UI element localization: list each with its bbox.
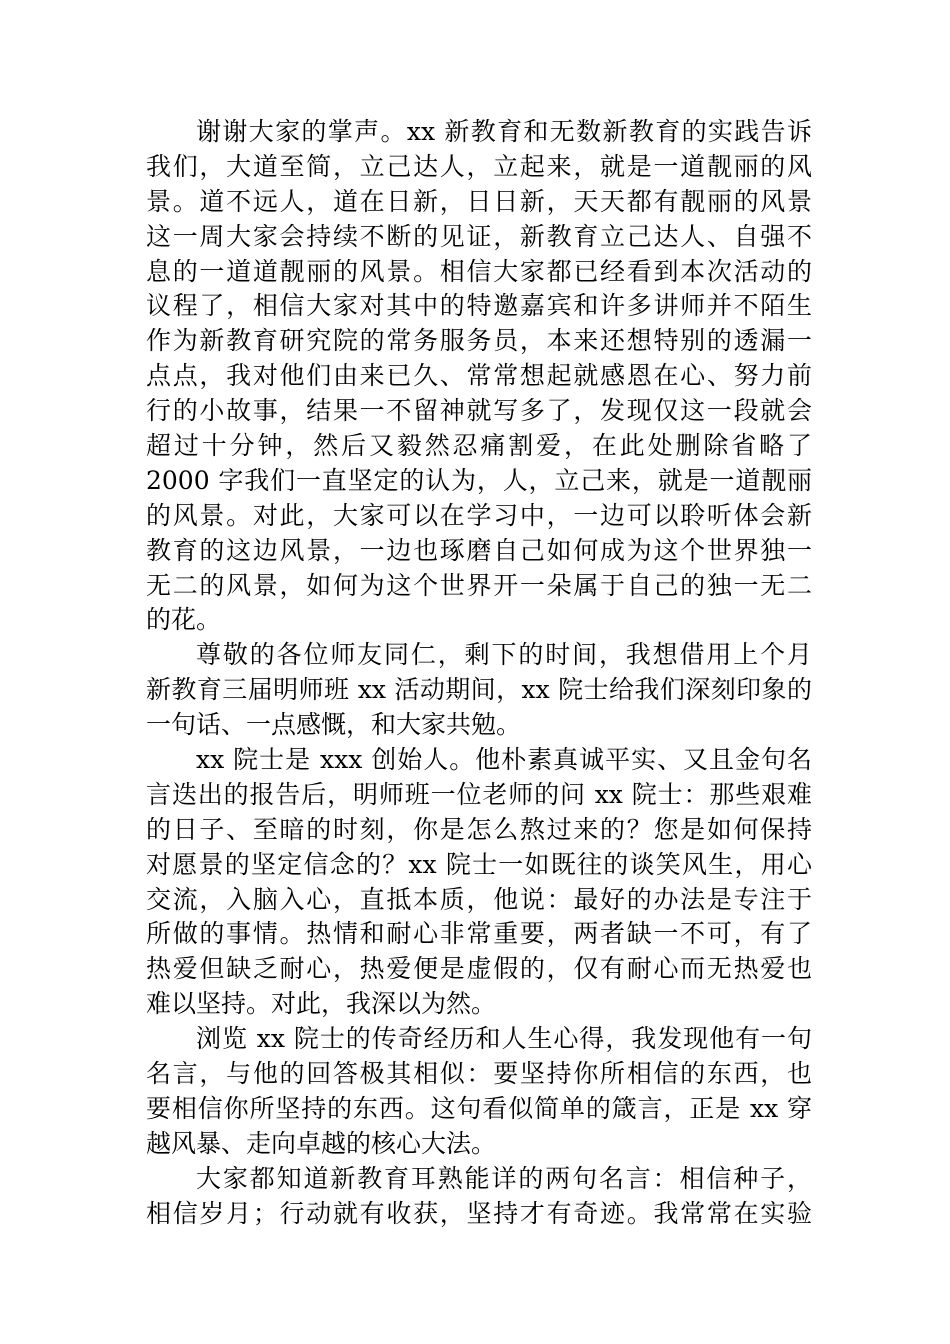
text-line: 浏览 xx 院士的传奇经历和人生心得，我发现他有一句 xyxy=(196,1024,812,1054)
text-line: 尊敬的各位师友同仁，剩下的时间，我想借用上个月 xyxy=(196,640,812,670)
text-line: 谢谢大家的掌声。xx 新教育和无数新教育的实践告诉 xyxy=(196,117,812,146)
text-line: xx 院士是 xxx 创始人。他朴素真诚平实、又且金句名 xyxy=(196,745,812,775)
text-line: 的风景。对此，大家可以在学习中，一边可以聆听体会新 xyxy=(146,500,812,530)
text-line: 相信岁月；行动就有收获，坚持才有奇迹。我常常在实验 xyxy=(146,1198,812,1228)
text-line: 这一周大家会持续不断的见证，新教育立己达人、自强不 xyxy=(146,221,812,251)
text-line: 无二的风景，如何为这个世界开一朵属于自己的独一无二 xyxy=(146,570,812,600)
paragraph-academician xyxy=(146,743,812,1022)
text-line: 息的一道道靓丽的风景。相信大家都已经看到本次活动的 xyxy=(146,256,812,286)
paragraph-motto xyxy=(146,1022,812,1162)
text-line: 新教育三届明师班 xx 活动期间，xx 院士给我们深刻印象的 xyxy=(146,675,812,705)
text-line: 景。道不远人，道在日新，日日新，天天都有靓丽的风景 xyxy=(146,186,812,216)
text-line: 作为新教育研究院的常务服务员，本来还想特别的透漏一 xyxy=(146,326,812,356)
text-line: 的花。 xyxy=(146,605,222,635)
text-line: 我们，大道至简，立己达人，立起来，就是一道靓丽的风 xyxy=(146,151,812,181)
text-line: 所做的事情。热情和耐心非常重要，两者缺一不可，有了 xyxy=(146,919,812,949)
paragraph-seeds xyxy=(146,1162,812,1232)
paragraph-greeting xyxy=(146,638,812,743)
text-line: 言迭出的报告后，明师班一位老师的问 xx 院士：那些艰难 xyxy=(146,779,812,809)
text-line: 越风暴、走向卓越的核心大法。 xyxy=(146,1128,497,1158)
text-line: 难以坚持。对此，我深以为然。 xyxy=(146,989,497,1019)
text-line: 对愿景的坚定信念的？xx 院士一如既往的谈笑风生，用心 xyxy=(146,849,812,879)
text-line: 超过十分钟，然后又毅然忍痛割爱，在此处删除省略了 xyxy=(146,431,812,461)
text-line: 名言，与他的回答极其相似：要坚持你所相信的东西，也 xyxy=(146,1059,812,1089)
paragraph-thanks xyxy=(146,115,812,638)
text-line: 点点，我对他们由来已久、常常想起就感恩在心、努力前 xyxy=(146,361,812,391)
text-line: 的日子、至暗的时刻，你是怎么熬过来的？您是如何保持 xyxy=(146,814,812,844)
text-line: 热爱但缺乏耐心，热爱便是虚假的，仅有耐心而无热爱也 xyxy=(146,954,812,984)
text-line: 交流，入脑入心，直抵本质，他说：最好的办法是专注于 xyxy=(146,884,812,914)
text-line: 行的小故事，结果一不留神就写多了，发现仅这一段就会 xyxy=(146,396,812,426)
text-line: 一句话、一点感慨，和大家共勉。 xyxy=(146,710,522,740)
text-line: 教育的这边风景，一边也琢磨自己如何成为这个世界独一 xyxy=(146,535,812,565)
document-page xyxy=(146,115,812,1232)
text-line: 大家都知道新教育耳熟能详的两句名言：相信种子， xyxy=(196,1163,812,1193)
text-line: 议程了，相信大家对其中的特邀嘉宾和许多讲师并不陌生 xyxy=(146,291,812,321)
text-line: 要相信你所坚持的东西。这句看似简单的箴言，正是 xx 穿 xyxy=(146,1093,812,1123)
text-line: 2000 字我们一直坚定的认为，人，立己来，就是一道靓丽 xyxy=(146,465,812,495)
